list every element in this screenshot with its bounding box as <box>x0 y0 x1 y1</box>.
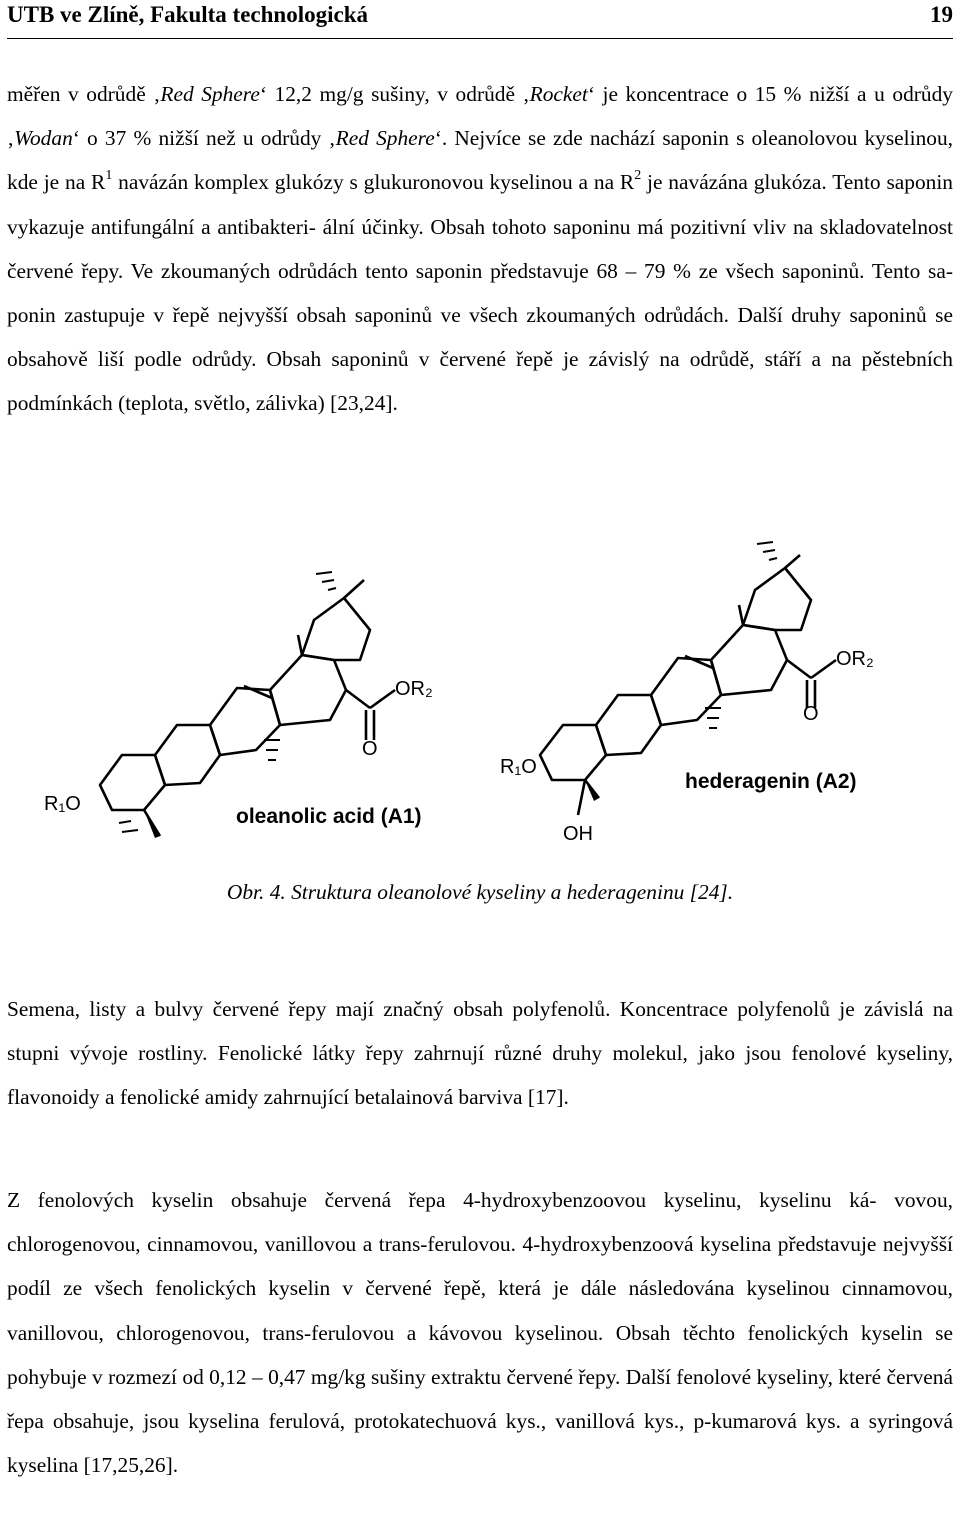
oleanolic-acid-structure <box>100 580 395 836</box>
or2-label-a2: OR₂ <box>836 648 874 670</box>
oxygen-label-a2: O <box>803 703 819 725</box>
paragraph-polyphenols: Semena, listy a bulvy červené řepy mají značný obsah polyfenolů. Koncentrace polyfenolů je závislá na stupni vývoje rostliny. Fenolické látky řepy zahrnují různé druhy molekul, jako jsou fenolové kyseliny, flavonoidy a fenolické amidy zahrnující betalainová barviva [17]. <box>7 997 953 1110</box>
page-number: 19 <box>930 2 953 27</box>
header-title: UTB ve Zlíně, Fakulta technologická <box>7 2 368 27</box>
oleanolic-acid-label: oleanolic acid (A1) <box>236 805 422 828</box>
r1-label-a2: R₁O <box>500 756 537 778</box>
hederagenin-label: hederagenin (A2) <box>685 770 857 793</box>
r1-label-a1: R₁O <box>44 793 81 815</box>
page-header <box>7 0 953 39</box>
oxygen-label-a1: O <box>362 738 378 760</box>
hydroxyl-label: OH <box>563 823 593 845</box>
paragraph-phenolic-acids: Z fenolových kyselin obsahuje červená řepa 4-hydroxybenzoovou kyselinu, kyselinu ká- vovou, chlorogenovou, cinnamovou, vanillovou a trans-ferulovou. 4-hydroxybenzoová kyselina představuje nejvyšší podíl ze všech fenolických kyselin v červené řepě, která je dále následována kyselinou cinnamovou, vanillovou, chlorogenovou, trans-ferulovou a kávovou kyselinou. Obsah těchto fenolických kyselin se pohybuje v rozmezí od 0,12 – 0,47 mg/kg sušiny extraktu červené řepy. Další fenolové kyseliny, které červená řepa obsahuje, jsou kyselina ferulová, protokatechuová kys., vanillová kys., p-kumarová kys. a syringová kyselina [17,25,26]. <box>7 1188 953 1478</box>
or2-label-a1: OR₂ <box>395 678 433 700</box>
structure-figure <box>0 540 960 870</box>
chemical-structures <box>0 540 960 870</box>
figure-caption: Obr. 4. Struktura oleanolové kyseliny a hederageninu [24]. <box>226 880 734 904</box>
paragraph-saponins: měřen v odrůdě ‚Red Sphere‘ 12,2 mg/g sušiny, v odrůdě ‚Rocket‘ je koncentrace o 15 % nižší a u odrůdy ‚Wodan‘ o 37 % nižší než u odrůdy ‚Red Sphere‘. Nejvíce se zde nachází saponin s oleanolovou kyselinou, kde je na $R^1$ navázán komplex glukózy s glukuronovou kyselinou a na $R^2$ je navázána glukóza. Tento saponin vykazuje antifungální a antibakteri- ální účinky. Obsah tohoto saponinu má pozitivní vliv na skladovatelnost červené řepy. Ve zkoumaných odrůdách tento saponin představuje 68 – 79 % ze všech saponinů. Tento sa- ponin zastupuje v řepě nejvyšší obsah saponinů ve všech zkoumaných odrůdách. Další druhy saponinů se obsahově liší podle odrůdy. Obsah saponinů v červené řepě je závislý na odrůdě, stáří a na pěstebních podmínkách (teplota, světlo, zálivka) [23,24]. <box>7 82 953 416</box>
